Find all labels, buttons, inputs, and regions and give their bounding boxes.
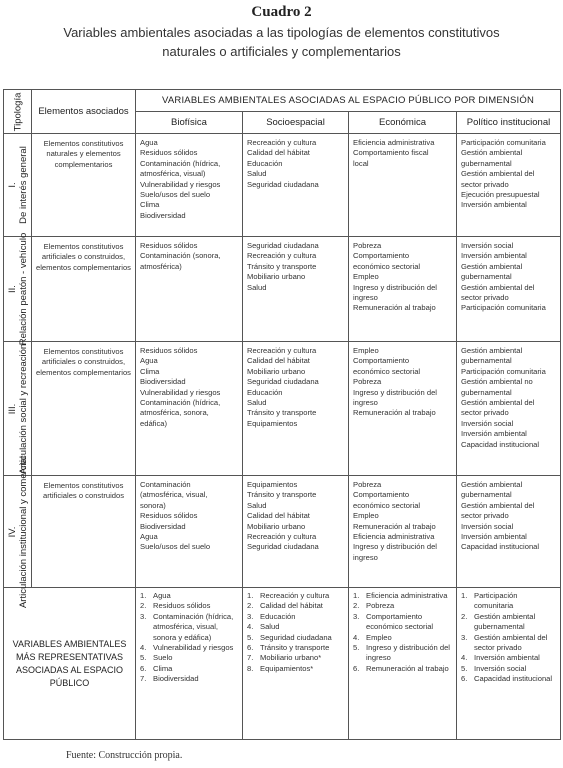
variable-item: económico sectorial xyxy=(353,366,421,376)
variable-item: Residuos sólidos xyxy=(140,148,198,158)
variable-item: Gestión ambiental no xyxy=(461,377,533,387)
list-item-text: Educación xyxy=(260,611,296,621)
list-item-text: Inversión ambiental xyxy=(474,653,540,663)
variable-item: Contaminación (sonora, xyxy=(140,251,221,261)
list-item-text: Empleo xyxy=(366,632,392,642)
variable-item: Pobreza xyxy=(353,480,382,489)
cell-politico xyxy=(457,342,561,476)
table-row xyxy=(4,342,561,476)
variable-item: Capacidad institucional xyxy=(461,439,540,449)
list-item-text: Clima xyxy=(153,663,173,673)
variable-item: Comportamiento xyxy=(353,251,410,261)
variable-item: Empleo xyxy=(353,272,379,282)
list-item xyxy=(247,601,346,611)
variable-item: edáfica) xyxy=(140,418,168,428)
tipologia-name: De interés general xyxy=(17,146,29,224)
variable-item: Capacidad institucional xyxy=(461,542,540,552)
table-row xyxy=(4,237,561,342)
variable-item: Tránsito y transporte xyxy=(247,261,317,271)
list-item-text: Mobiliario urbano* xyxy=(260,653,322,663)
variable-item: Participación comunitaria xyxy=(461,138,546,147)
list-item-number: 3. xyxy=(140,611,147,621)
variable-item: Eficiencia administrativa xyxy=(353,138,435,147)
cell-economica xyxy=(349,237,457,342)
cell-biofisica xyxy=(136,476,243,588)
cell-socioespacial xyxy=(243,476,349,588)
representative-socioespacial xyxy=(243,588,349,740)
list-item xyxy=(247,664,346,674)
elementos-cell: Elementos constitutivos naturales y elementos complementarios xyxy=(32,134,136,237)
variable-item: Contaminación (hídrica, xyxy=(140,158,221,168)
list-item-number: 3. xyxy=(461,632,468,642)
variable-item: ingreso xyxy=(353,398,378,408)
list-item-text: Capacidad institucional xyxy=(474,674,553,684)
variable-item: Gestión ambiental xyxy=(461,148,523,158)
list-item xyxy=(140,601,240,611)
list-item xyxy=(247,643,346,653)
list-item xyxy=(140,643,240,653)
variable-item: Residuos sólidos xyxy=(140,346,198,355)
list-item-text: Residuos sólidos xyxy=(153,601,211,611)
header-dimension-socioespacial: Socioespacial xyxy=(243,112,349,134)
list-item xyxy=(461,664,558,674)
variable-item: Suelo/usos del suelo xyxy=(140,190,211,200)
variable-item: Participación comunitaria xyxy=(461,303,546,313)
representative-row xyxy=(4,588,561,740)
list-item-text: Tránsito y transporte xyxy=(260,643,330,653)
list-item xyxy=(353,591,454,601)
variable-item: ingreso xyxy=(353,552,378,562)
list-item-number: 4. xyxy=(353,632,360,642)
representative-list xyxy=(349,588,456,674)
representative-politico xyxy=(457,588,561,740)
table-title: Cuadro 2 xyxy=(251,4,312,20)
representative-list xyxy=(136,588,242,685)
variable-item: Inversión ambiental xyxy=(461,532,527,542)
list-item xyxy=(461,653,558,663)
variable-item: Salud xyxy=(247,282,267,292)
header-tipologia-label: Tipología xyxy=(12,92,23,131)
table-row xyxy=(4,476,561,588)
list-item xyxy=(247,622,346,632)
variable-item: atmosférica, visual) xyxy=(140,169,206,179)
variable-item: (atmosférica, visual, xyxy=(140,490,208,500)
variable-item: Remuneración al trabajo xyxy=(353,521,436,531)
list-item-text: Ingreso y distribución del ingreso xyxy=(366,643,450,663)
list-item-text: Participación comunitaria xyxy=(474,591,518,611)
representative-list xyxy=(457,588,560,685)
variable-item: Recreación y cultura xyxy=(247,138,317,147)
variable-item: Empleo xyxy=(353,346,379,355)
variable-item: Salud xyxy=(247,500,267,510)
list-item-text: Calidad del hábitat xyxy=(260,601,323,611)
tipologia-cell xyxy=(4,455,32,608)
tipologia-number: IV. xyxy=(6,526,18,537)
variable-item: Educación xyxy=(247,387,283,397)
list-item xyxy=(353,601,454,611)
list-item-text: Equipamientos* xyxy=(260,663,314,673)
variable-item: Inversión social xyxy=(461,241,514,250)
variable-item: Gestión ambiental del xyxy=(461,169,535,179)
table-subtitle: Variables ambientales asociadas a las tipologías de elementos constitutivos naturales o artificiales y complementarios xyxy=(63,25,500,59)
tipologia-number: III. xyxy=(6,403,18,414)
list-item-number: 5. xyxy=(247,632,254,642)
variable-item: Equipamientos xyxy=(247,418,298,428)
source-note: Fuente: Construcción propia. xyxy=(66,750,183,761)
representative-list xyxy=(243,588,348,674)
list-item-text: Inversión social xyxy=(474,663,527,673)
cell-socioespacial xyxy=(243,237,349,342)
list-item-number: 7. xyxy=(247,653,254,663)
variable-item: sonora) xyxy=(140,500,166,510)
variable-item: gubernamental xyxy=(461,387,512,397)
tipologia-name: Articulación institucional y comercial xyxy=(17,455,29,608)
variable-item: Seguridad ciudadana xyxy=(247,241,319,250)
list-item-text: Agua xyxy=(153,591,171,600)
variable-item: Pobreza xyxy=(353,377,382,387)
list-item xyxy=(140,664,240,674)
list-item-number: 3. xyxy=(353,611,360,621)
list-item xyxy=(140,674,240,684)
elementos-cell: Elementos constitutivos artificiales o construidos xyxy=(32,476,136,588)
variable-item: Inversión social xyxy=(461,418,514,428)
elementos-cell: Elementos constitutivos artificiales o construidos, elementos complementarios xyxy=(32,237,136,342)
cell-politico xyxy=(457,476,561,588)
variable-item: gubernamental xyxy=(461,356,512,366)
list-item-number: 4. xyxy=(461,653,468,663)
list-item xyxy=(353,612,454,633)
list-item-text: Recreación y cultura xyxy=(260,591,330,600)
variable-item: Gestión ambiental xyxy=(461,480,523,489)
list-item-number: 6. xyxy=(353,663,360,673)
variable-item: Gestión ambiental xyxy=(461,346,523,355)
list-item-number: 6. xyxy=(461,674,468,684)
variable-item: Seguridad ciudadana xyxy=(247,377,319,387)
header-variables xyxy=(136,90,561,112)
cell-biofisica xyxy=(136,237,243,342)
variable-item: económico sectorial xyxy=(353,500,421,510)
list-item-number: 1. xyxy=(353,591,360,600)
variable-item: Recreación y cultura xyxy=(247,346,317,355)
tipologia-cell xyxy=(4,134,32,237)
list-item-text: Eficiencia administrativa xyxy=(366,591,448,600)
list-item-text: Vulnerabilidad y riesgos xyxy=(153,643,234,653)
variable-item: Remuneración al trabajo xyxy=(353,408,436,418)
variable-item: económico sectorial xyxy=(353,261,421,271)
variable-item: Gestión ambiental xyxy=(461,261,523,271)
variable-item: Recreación y cultura xyxy=(247,532,317,542)
variable-item: Residuos sólidos xyxy=(140,241,198,250)
list-item xyxy=(461,591,558,612)
header-tipologia xyxy=(4,90,32,134)
variable-item: sector privado xyxy=(461,408,509,418)
tipologia-cell xyxy=(4,232,32,346)
variable-item: Calidad del hábitat xyxy=(247,356,310,366)
variable-item: ingreso xyxy=(353,293,378,303)
variable-item: Vulnerabilidad y riesgos xyxy=(140,387,221,397)
elementos-cell: Elementos constitutivos artificiales o construidos, elementos complementarios xyxy=(32,342,136,476)
list-item xyxy=(353,643,454,664)
list-item-text: Comportamiento económico sectorial xyxy=(366,611,434,632)
list-item xyxy=(247,653,346,663)
list-item-number: 1. xyxy=(140,591,147,600)
list-item-text: Seguridad ciudadana xyxy=(260,632,332,642)
variable-item: Biodiversidad xyxy=(140,210,186,220)
variable-item: Clima xyxy=(140,366,160,376)
list-item-text: Salud xyxy=(260,622,280,632)
header-elementos xyxy=(32,90,136,134)
variable-item: atmosférica) xyxy=(140,261,182,271)
list-item xyxy=(140,653,240,663)
list-item-text: Suelo xyxy=(153,653,173,663)
tipologia-label xyxy=(7,455,29,607)
list-item-number: 6. xyxy=(140,663,147,673)
variable-item: atmosférica, sonora, xyxy=(140,408,209,418)
list-item-number: 4. xyxy=(140,643,147,653)
variable-item: Inversión ambiental xyxy=(461,200,527,210)
variable-item: sector privado xyxy=(461,293,509,303)
list-item-text: Gestión ambiental gubernamental xyxy=(474,611,536,632)
list-item-text: Biodiversidad xyxy=(153,674,199,684)
list-item-number: 3. xyxy=(247,611,254,621)
list-item xyxy=(140,612,240,643)
list-item-number: 5. xyxy=(140,653,147,663)
variable-item: Equipamientos xyxy=(247,480,298,489)
list-item xyxy=(247,591,346,601)
tipologia-number: II. xyxy=(6,285,18,293)
variable-item: Tránsito y transporte xyxy=(247,490,317,500)
variable-item: gubernamental xyxy=(461,158,512,168)
variable-item: Pobreza xyxy=(353,241,382,250)
cell-politico xyxy=(457,134,561,237)
variable-item: Calidad del hábitat xyxy=(247,148,310,158)
variable-item: local xyxy=(353,158,369,168)
header-dimension-biofisica: Biofísica xyxy=(136,112,243,134)
list-item-text: Remuneración al trabajo xyxy=(366,663,449,673)
list-item-number: 5. xyxy=(353,643,360,653)
list-item-number: 5. xyxy=(461,663,468,673)
representative-economica xyxy=(349,588,457,740)
variable-item: gubernamental xyxy=(461,272,512,282)
cell-politico xyxy=(457,237,561,342)
cell-socioespacial xyxy=(243,134,349,237)
cell-economica xyxy=(349,342,457,476)
list-item-number: 1. xyxy=(461,591,468,600)
cell-socioespacial xyxy=(243,342,349,476)
variable-item: Suelo/usos del suelo xyxy=(140,542,211,552)
tipologia-name: Articulación social y recreación xyxy=(17,343,29,474)
variable-item: Recreación y cultura xyxy=(247,251,317,261)
list-item-text: Contaminación (hídrica, atmosférica, visual, sonora y edáfica) xyxy=(153,611,234,642)
variable-item: gubernamental xyxy=(461,490,512,500)
representative-label: VARIABLES AMBIENTALES MÁS REPRESENTATIVAS ASOCIADAS AL ESPACIO PÚBLICO xyxy=(4,588,136,740)
list-item-number: 1. xyxy=(247,591,254,600)
variable-item: Empleo xyxy=(353,511,379,521)
header-elementos-label: Elementos asociados xyxy=(38,106,129,117)
variable-item: Seguridad ciudadana xyxy=(247,542,319,552)
variable-item: Inversión social xyxy=(461,521,514,531)
table-row xyxy=(4,134,561,237)
variable-item: Clima xyxy=(140,200,160,210)
variable-item: Ejecución presupuestal xyxy=(461,190,540,200)
list-item xyxy=(247,633,346,643)
variable-item: Seguridad ciudadana xyxy=(247,179,319,189)
list-item-number: 4. xyxy=(247,622,254,632)
variable-item: Mobiliario urbano xyxy=(247,521,306,531)
variable-item: Agua xyxy=(140,356,158,366)
list-item-number: 2. xyxy=(353,601,360,611)
tipologia-name: Relación peatón - vehículo xyxy=(17,232,29,346)
variable-item: Vulnerabilidad y riesgos xyxy=(140,179,221,189)
variable-item: Contaminación (hídrica, xyxy=(140,398,221,408)
list-item xyxy=(461,612,558,633)
variable-item: Contaminación xyxy=(140,480,191,489)
cell-biofisica xyxy=(136,134,243,237)
variable-item: Educación xyxy=(247,158,283,168)
header-variables-label: VARIABLES AMBIENTALES ASOCIADAS AL ESPACIO PÚBLICO POR DIMENSIÓN xyxy=(162,95,535,106)
variable-item: Comportamiento fiscal xyxy=(353,148,429,158)
tipologia-number: I. xyxy=(6,182,18,188)
variable-item: Salud xyxy=(247,169,267,179)
variable-item: Mobiliario urbano xyxy=(247,272,306,282)
variable-item: Eficiencia administrativa xyxy=(353,532,435,542)
list-item xyxy=(461,633,558,654)
variable-item: Gestión ambiental del xyxy=(461,500,535,510)
cell-economica xyxy=(349,134,457,237)
variable-item: sector privado xyxy=(461,179,509,189)
variable-item: Biodiversidad xyxy=(140,377,186,387)
list-item xyxy=(461,674,558,684)
cell-biofisica xyxy=(136,342,243,476)
header-dimension-economica: Económica xyxy=(349,112,457,134)
variable-item: Inversión ambiental xyxy=(461,429,527,439)
variable-item: Mobiliario urbano xyxy=(247,366,306,376)
tipologia-label xyxy=(7,343,29,473)
variable-item: Comportamiento xyxy=(353,356,410,366)
variable-item: Agua xyxy=(140,138,158,147)
variables-table xyxy=(3,89,561,740)
variable-item: Tránsito y transporte xyxy=(247,408,317,418)
header-dimension-politico: Político institucional xyxy=(457,112,561,134)
list-item-number: 6. xyxy=(247,643,254,653)
list-item-number: 8. xyxy=(247,663,254,673)
list-item-text: Gestión ambiental del sector privado xyxy=(474,632,548,653)
list-item xyxy=(353,664,454,674)
list-item-number: 2. xyxy=(247,601,254,611)
variable-item: Calidad del hábitat xyxy=(247,511,310,521)
tipologia-label xyxy=(7,146,29,224)
variable-item: Ingreso y distribución del xyxy=(353,387,437,397)
variable-item: Biodiversidad xyxy=(140,521,186,531)
variable-item: sector privado xyxy=(461,511,509,521)
variable-item: Ingreso y distribución del xyxy=(353,282,437,292)
variable-item: Gestión ambiental del xyxy=(461,282,535,292)
list-item xyxy=(247,612,346,622)
list-item-number: 7. xyxy=(140,674,147,684)
variable-item: Residuos sólidos xyxy=(140,511,198,521)
variable-item: Participación comunitaria xyxy=(461,366,546,376)
variable-item: Gestión ambiental del xyxy=(461,398,535,408)
cell-economica xyxy=(349,476,457,588)
variable-item: Salud xyxy=(247,398,267,408)
variable-item: Remuneración al trabajo xyxy=(353,303,436,313)
list-item-number: 2. xyxy=(461,611,468,621)
variable-item: Ingreso y distribución del xyxy=(353,542,437,552)
variable-item: Agua xyxy=(140,532,158,542)
variable-item: Comportamiento xyxy=(353,490,410,500)
list-item-number: 2. xyxy=(140,601,147,611)
variable-item: Inversión ambiental xyxy=(461,251,527,261)
list-item xyxy=(140,591,240,601)
representative-biofisica xyxy=(136,588,243,740)
tipologia-label xyxy=(7,233,29,346)
list-item-text: Pobreza xyxy=(366,601,395,611)
list-item xyxy=(353,633,454,643)
